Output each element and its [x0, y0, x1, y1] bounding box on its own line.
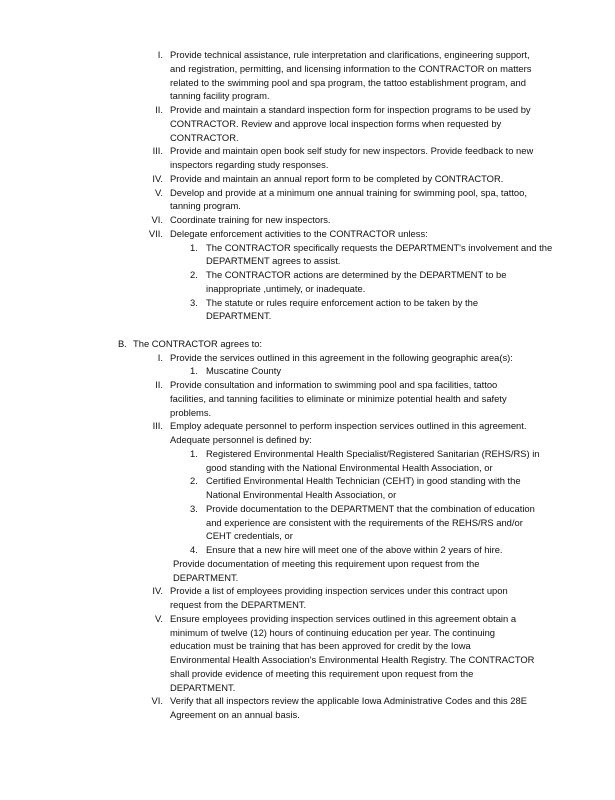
- list-item: [0, 186, 615, 214]
- list-item-text: Delegate enforcement activities to the CONTRACTOR unless:: [170, 227, 428, 239]
- list-marker: VI.: [151, 214, 163, 225]
- list-marker: VI.: [151, 695, 163, 707]
- sub-list-item: [0, 502, 615, 543]
- list-item: [0, 103, 615, 144]
- sub-list-item: [0, 543, 615, 557]
- list-item-text: Provide consultation and information to swimming pool and spa facilities, tattoo facilities, and tanning facilities to eliminate or minimize potential health and safety problems.: [170, 379, 507, 418]
- list-item: [0, 584, 615, 612]
- list-item-text: Provide and maintain open book self study for new inspectors. Provide feedback to new inspectors regarding study responses.: [170, 145, 534, 170]
- list-item-text: Provide and maintain a standard inspection form for inspection programs to be used by CONTRACTOR. Review and approve local inspection forms when requested by CONTRACTOR.: [170, 104, 531, 143]
- sub-list-item: [0, 268, 615, 296]
- list-item-text: Provide and maintain an annual report form to be completed by CONTRACTOR.: [170, 172, 504, 184]
- document-page: [0, 48, 615, 722]
- list-marker: 2.: [190, 475, 198, 487]
- list-marker: 4.: [190, 544, 198, 555]
- list-item-text: Provide a list of employees providing inspection services under this contract upon request from the DEPARTMENT.: [170, 585, 508, 610]
- list-marker: V.: [155, 612, 163, 624]
- list-item-text: Ensure that a new hire will meet one of the above within 2 years of hire.: [206, 544, 503, 555]
- requirement-note: Provide documentation of meeting this requirement upon request from the DEPARTMENT.: [173, 557, 480, 583]
- list-item-text: Provide the services outlined in this agreement in the following geographic area(s):: [170, 351, 513, 363]
- list-item-text: The CONTRACTOR specifically requests the DEPARTMENT's involvement and the DEPARTMENT agrees to assist.: [206, 241, 553, 267]
- list-item-text: Registered Environmental Health Specialist/Registered Sanitarian (REHS/RS) in good standing with the National Environmental Health Association, or: [206, 447, 540, 473]
- list-item-text: Provide documentation to the DEPARTMENT that the combination of education and experience are consistent with the requirements of the REHS/RS and/or CEHT credentials, or: [206, 502, 535, 542]
- list-marker: IV.: [152, 172, 163, 184]
- list-marker: III.: [152, 420, 163, 432]
- list-marker: 1.: [190, 365, 198, 377]
- list-marker: II.: [155, 379, 163, 390]
- list-item-text: Muscatine County: [206, 365, 282, 377]
- list-marker: I.: [157, 351, 163, 363]
- list-marker: 1.: [190, 447, 198, 459]
- list-marker: 3.: [190, 296, 198, 308]
- list-marker: 2.: [190, 269, 198, 280]
- list-marker: 3.: [190, 502, 198, 514]
- list-item-text: Coordinate training for new inspectors.: [170, 214, 331, 225]
- list-item-text: The CONTRACTOR actions are determined by the DEPARTMENT to be inappropriate ,untimely, or inadequate.: [206, 269, 507, 294]
- list-item: [0, 48, 615, 103]
- list-item-text: Provide technical assistance, rule interpretation and clarifications, engineering support, and registration, permitting, and licensing information to the CONTRACTOR on matters related to the swimming pool and spa program, the tattoo establishment program, and tanning facility program.: [170, 49, 532, 102]
- sub-list-item: [0, 474, 615, 502]
- list-marker: V.: [155, 186, 163, 198]
- list-item: [0, 612, 615, 695]
- list-item: [0, 227, 615, 241]
- sub-list-item: [0, 447, 615, 475]
- sub-list-item: [0, 241, 615, 269]
- sub-list-item: [0, 296, 615, 324]
- list-marker: III.: [152, 145, 163, 157]
- list-item-text: The statute or rules require enforcement action to be taken by the DEPARTMENT.: [206, 296, 479, 322]
- list-marker: I.: [157, 49, 163, 60]
- list-item-text: Develop and provide at a minimum one annual training for swimming pool, spa, tattoo, tanning program.: [170, 186, 527, 212]
- list-item-text: Certified Environmental Health Technician (CEHT) in good standing with the National Environmental Health Association, or: [206, 475, 521, 500]
- list-item-text: Employ adequate personnel to perform inspection services outlined in this agreement. Adequate personnel is defined by:: [170, 420, 527, 445]
- list-item: [0, 378, 615, 419]
- list-marker: 1.: [190, 241, 198, 253]
- sub-list-item: [0, 364, 615, 378]
- list-marker: VII.: [148, 227, 163, 239]
- section-marker: B.: [118, 337, 127, 349]
- list-item: [0, 172, 615, 186]
- list-marker: II.: [155, 104, 163, 115]
- spacer: [0, 323, 615, 337]
- list-item: [0, 419, 615, 447]
- list-marker: IV.: [152, 585, 163, 597]
- section-heading-text: The CONTRACTOR agrees to:: [133, 337, 263, 349]
- list-item: [0, 351, 615, 365]
- list-item-text: Ensure employees providing inspection services outlined in this agreement obtain a minimum of twelve (12) hours of continuing education per year. The continuing education must be training that has been approved for credit by the Iowa Environmental Health Association's Environmental Health Registry. The CONTRACTOR shall provide evidence of meeting this requirement upon request from the DEPARTMENT.: [170, 612, 535, 693]
- list-item: [0, 144, 615, 172]
- list-item-text: Verify that all inspectors review the applicable Iowa Administrative Codes and this 28E Agreement on an annual basis.: [170, 695, 527, 720]
- list-item: [0, 213, 615, 227]
- list-item: [0, 694, 615, 722]
- section-heading: [0, 337, 615, 351]
